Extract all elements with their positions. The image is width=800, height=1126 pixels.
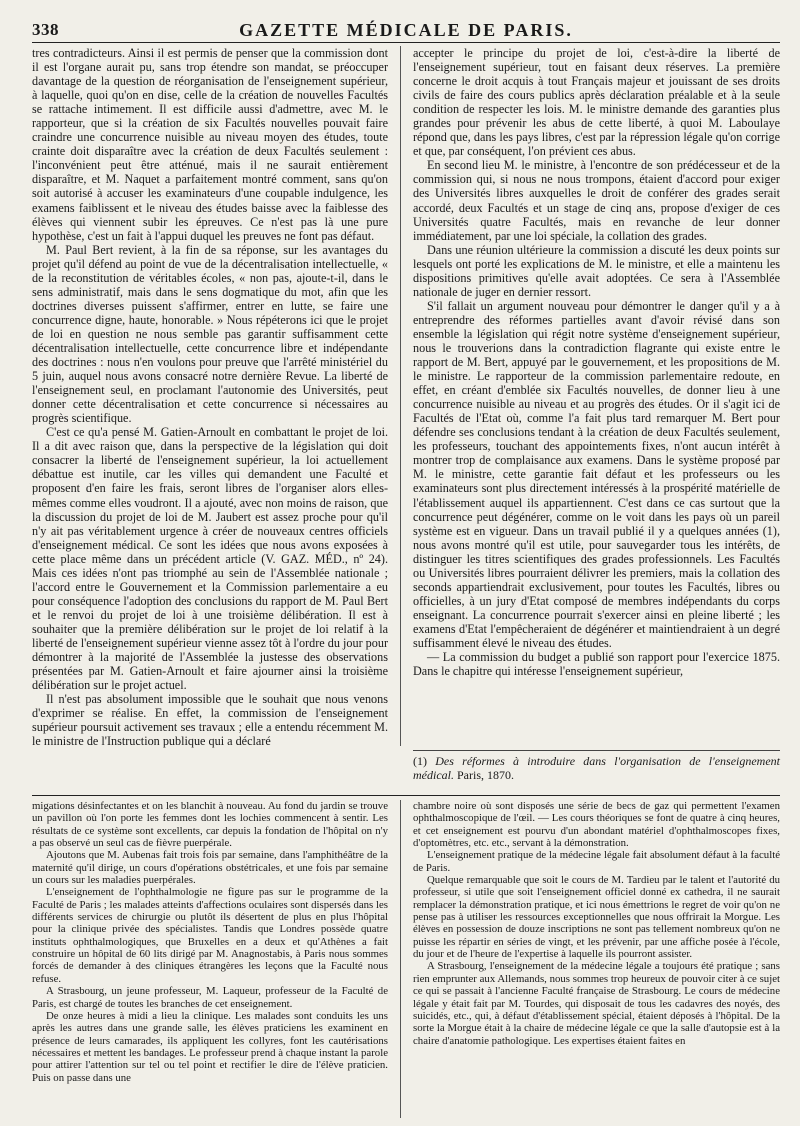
paragraph: Il n'est pas absolument impossible que le souhait que nous venons d'exprimer se réalise. En effet, la commission de l'enseignement supérieur poursuit activement ses travaux ; elle a entendu récemment M. le ministre de l'Instruction publique qui a déclaré [32, 692, 388, 749]
paragraph: Dans une réunion ultérieure la commission a discuté les deux points sur lesquels ont porté les explications de M. le ministre, et elle a maintenu les dispositions primitives qu'elle avait adoptées. Ce sera à l'Assemblée nationale de juger en dernier ressort. [413, 242, 780, 299]
page-number: 338 [32, 20, 59, 39]
column-divider [400, 46, 401, 746]
column-divider-lower [400, 800, 401, 1118]
paragraph: Ajoutons que M. Aubenas fait trois fois par semaine, dans l'amphithéâtre de la maternité qu'il dirige, un cours d'opérations obstétricales, et une fois par semaine un cours sur les maladies puerpérales. [32, 849, 388, 887]
paragraph: C'est ce qu'a pensé M. Gatien-Arnoult en combattant le projet de loi. Il a dit avec raison que, dans la perspective de la législation qui doit consacrer la liberté de l'enseignement supérieur, la loi actuellement débattue est inutile, car les villes qui demandent une Faculté et proposent d'en faire les frais, seront libres de l'organiser alors elles-mêmes comme elles voudront. Il a ajouté, avec non moins de raison, que la discussion du projet de loi de M. Jaubert est assez proche pour qu'il n'y ait pas véritablement urgence à créer de nouveaux centres officiels d'enseignement médical. Ce sont les idées que nous avons exposées à cette place même dans un précédent article (V. GAZ. MÉD., nº 24). Mais ces idées n'ont pas triomphé au sein de l'Assemblée nationale ; l'accord entre le Gouvernement et la Commission parlementaire a eu pour conséquence l'adoption des conclusions du rapport de M. Paul Bert et le renvoi du projet de loi à une troisième délibération. Il est à souhaiter que la première délibération sur le projet de loi relatif à la liberté de l'enseignement supérieur vienne assez tôt à l'ordre du jour pour démontrer à la majorité de l'Assemblée la justesse des observations présentées par M. Gatien-Arnoult et faire ajourner ainsi la troisième délibération sur le projet actuel. [32, 425, 389, 693]
paragraph: L'enseignement pratique de la médecine légale fait absolument défaut à la faculté de Paris. [413, 849, 780, 874]
lower-right-column [413, 800, 780, 1118]
paragraph: L'enseignement de l'ophthalmologie ne figure pas sur le programme de la Faculté de Paris ; les malades atteints d'affections oculaires sont dispersés dans les différents services de chirurgie ou plutôt ils désertent de plus en plus l'hôpital pour la clinique privée des spécialistes. Tandis que Londres possède quatre instituts ophthalmologiques, que Bruxelles en a deux et qu'Athènes a fait construire un hôpital de 60 lits dirigé par M. Anagnostabis, à Paris nous sommes forcés de demander à des cliniques étrangères les leçons que la Faculté nous refuse. [32, 886, 388, 985]
paragraph: S'il fallait un argument nouveau pour démontrer le danger qu'il y a à entreprendre des réformes partielles avant d'avoir révisé dans son ensemble la législation qui régit notre système d'enseignement supérieur, nous le trouverions dans la contradiction flagrante qui existe entre le rapport de M. Bert, appuyé par le gouvernement, et les propositions de M. le ministre. Le rapporteur de la commission parlementaire redoute, en effet, en créant d'emblée six Facultés nouvelles, de donner lieu à une concurrence nuisible au niveau et au progrès des études. Or il s'agit ici de Facultés de l'Etat où, comme l'a fait plus tard remarquer M. Bert pour défendre ses conclusions tendant à la création de deux Facultés seulement, les professeurs, touchant des appointements fixes, n'ont aucun intérêt à montrer trop de complaisance aux examens. Dans le système proposé par M. le ministre, cette garantie fait défaut et les professeurs ou les examinateurs sont plus directement intéressés à la prospérité matérielle de l'établissement auquel ils appartiennent. C'est dans ce cas surtout que la concurrence peut dégénérer, comme on le voit dans les pays où un pareil système est en vigueur. Dans un travail publié il y a quelques années (1), nous avons montré qu'il est utile, pour sauvegarder tous les intérêts, de distinguer les titres scientifiques des grades professionnels. Les Facultés ou Universités libres pourraient délivrer les premiers, mais la collation des seconds appartiendrait exclusivement, pour toutes les Facultés, libres ou officielles, à un jury d'Etat composé de membres indépendants du corps enseignant. La concurrence pourrait s'exercer ainsi en pleine liberté ; les examens d'Etat l'empêcheraient de dégénérer et maintiendraient à un degré suffisamment élevé le niveau des études. [413, 298, 780, 650]
paragraph: chambre noire où sont disposés une série de becs de gaz qui permettent l'examen ophthalmoscopique de l'œil. — Les cours théoriques se font de quatre à cinq heures, et cet enseignement est pourvu d'un abondant matériel d'ophthalmoscopes fixes, d'optomètres, etc. etc., servant à la démonstration. [413, 800, 780, 850]
paragraph: migations désinfectantes et on les blanchit à nouveau. Au fond du jardin se trouve un pavillon où l'on porte les femmes dont les lochies commencent à sentir. Les résultats de ce système sont excellents, car depuis la fondation de l'hôpital on n'y a pas observé un seul cas de fièvre puerpérale. [32, 800, 388, 850]
upper-right-column [413, 46, 780, 746]
paragraph: accepter le principe du projet de loi, c'est-à-dire la liberté de l'enseignement supérieur, tout en faisant deux réserves. La première concerne le droit acquis à tout Français majeur et jouissant de ses droits civils de faire des cours publics après déclaration préalable et à la seule condition de respecter les lois. M. le ministre demande des garanties plus grandes pour prévenir les abus de cette liberté, à quoi M. Laboulaye répond que, dans les pays libres, c'est par la répression légale qu'on corrige et que, par conséquent, l'on prévient ces abus. [413, 46, 780, 159]
section-divider [32, 795, 780, 796]
footnote-tail: Paris, 1870. [457, 768, 514, 782]
paragraph: — La commission du budget a publié son rapport pour l'exercice 1875. Dans le chapitre qui intéresse l'enseignement supérieur, [413, 650, 780, 679]
paragraph: tres contradicteurs. Ainsi il est permis de penser que la commission dont il est l'organe aurait pu, sans trop étendre son mandat, se préoccuper davantage de la question de réorganisation de l'enseignement supérieur, à laquelle, quoi qu'on en dise, celle de la création de nouvelles Facultés se rattache intimement. Il est difficile aussi d'admettre, avec M. le rapporteur, que si la création de six Facultés nouvelles pouvait faire craindre une concurrence nuisible au niveau moyen des études, toute crainte doit disparaître avec la création de deux Facultés seulement : l'inconvénient peut être atténué, mais il ne saurait entièrement disparaître, et M. Naquet a parfaitement montré comment, sans qu'on soit autorisé à accuser les examinateurs d'une coupable indulgence, les examens faiblissent et le niveau des études baisse avec la faiblesse des élèves qui viennent subir les épreuves. Ce n'est pas là une pure hypothèse, c'est un fait à l'appui duquel les preuves ne font pas défaut. [32, 46, 388, 243]
footnote [413, 754, 780, 782]
paragraph: M. Paul Bert revient, à la fin de sa réponse, sur les avantages du projet qu'il défend au point de vue de la décentralisation intellectuelle, « de la reconstitution de véritables écoles, « non pas, ajoute-t-il, dans le sens administratif, mais dans le sens dogmatique du mot, afin que les doctrines diverses puissent s'affirmer, entrer en lutte, se faire une concurrence digne, haute, honorable. » Nous répéterons ici que le projet de loi en question ne nous semble pas garantir suffisamment cette décentralisation intellectuelle, cette concurrence libre et indépendante des doctrines : nous n'en voulons pour preuve que l'arrêté ministériel du 5 juin, auquel nous avons consacré notre dernière Revue. La liberté de l'enseignement seul, en proclamant l'autonomie des Universités, peut donner cette décentralisation et cette concurrence si nécessaires au progrès scientifique. [32, 242, 388, 426]
paragraph: En second lieu M. le ministre, à l'encontre de son prédécesseur et de la commission qui, si nous ne nous trompons, étaient d'accord pour exiger des Universités libres auxquelles le droit de conférer des grades serait accordé, deux Facultés et un stage de cinq ans, propose d'exiger de ces Universités quatre Facultés, mais en revanche de leur donner immédiatement, par une loi spéciale, la collation des grades. [413, 158, 780, 243]
footnote-title: Des réformes à introduire dans l'organisation de l'enseignement médical. [413, 754, 781, 782]
paragraph: A Strasbourg, l'enseignement de la médecine légale a toujours été pratique ; sans rien emprunter aux Allemands, nous sommes trop heureux de pouvoir citer à ce sujet ce qui se passait à l'ancienne Faculté française de Strasbourg. Le cours de médecine légale y était fait par M. Tourdes, qui disposait de tous les cadavres des noyés, des suicidés, etc., qui, à défaut d'établissement spécial, étaient déposés à l'hôpital. De la sorte la Morgue était à la chaire de médecine légale ce que la salle d'autopsie est à la chaire d'anatomie pathologique. Les expertises étaient faites en [413, 960, 780, 1047]
footnote-rule [413, 750, 780, 751]
lower-left-column [32, 800, 388, 1118]
paragraph: De onze heures à midi a lieu la clinique. Les malades sont conduits les uns après les autres dans une grande salle, les élèves praticiens les examinent en présence de leurs camarades, ils appliquent les collyres, font les cautérisations nécessaires et mettent les bandages. Le professeur prend à chaque instant la parole pour attirer l'attention sur tel ou tel point et rectifier le dire de l'élève praticien. Puis on passe dans une [32, 1009, 388, 1084]
page-header [32, 20, 780, 43]
paragraph: Quelque remarquable que soit le cours de M. Tardieu par le talent et l'autorité du professeur, si utile que soit l'enseignement officiel donné ex cathedra, il ne saurait remplacer la démonstration pratique, et ici nous émettrions le regret de voir qu'on ne pense pas à utiliser les ressources exceptionnelles que nous offrirait la Morgue. Les élèves en possession de douze inscriptions ne sont pas tellement nombreux qu'on ne puisse les répartir en séries de vingt, et les prévenir, par une affiche posée à l'école, du jour et de l'heure de l'expertise à laquelle ils pourront assister. [413, 874, 780, 961]
journal-title: GAZETTE MÉDICALE DE PARIS. [239, 20, 573, 40]
paragraph: A Strasbourg, un jeune professeur, M. Laqueur, professeur de la Faculté de Paris, est chargé de toutes les branches de cet enseignement. [32, 985, 388, 1010]
upper-left-column [32, 46, 389, 749]
footnote-marker: (1) [413, 754, 427, 768]
